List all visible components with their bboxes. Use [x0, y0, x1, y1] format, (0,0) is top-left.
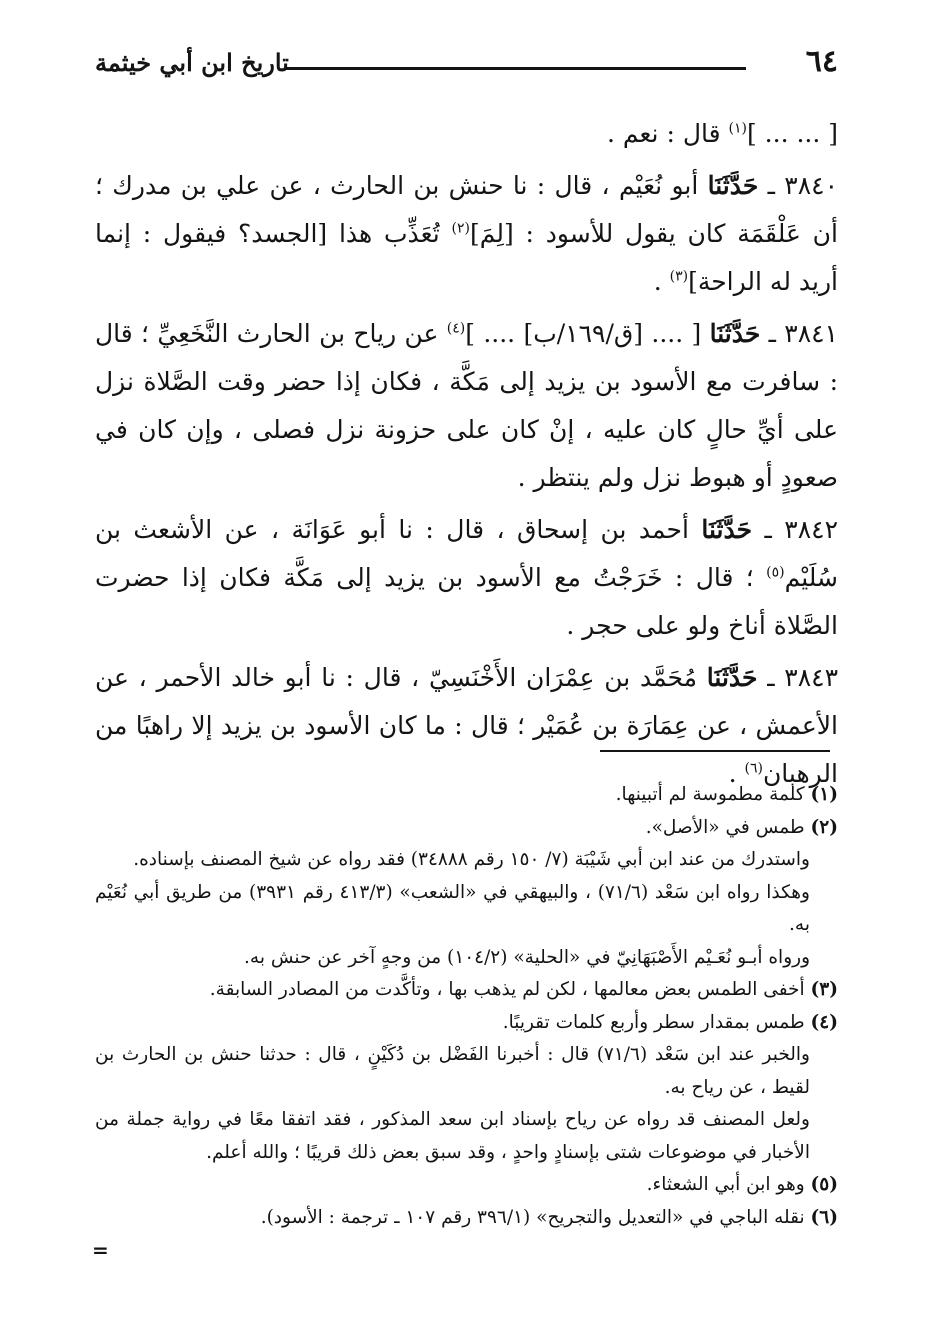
footnote-ref: (٥): [766, 564, 785, 581]
footnote-4-line: والخبر عند ابن سَعْد (٧١/٦) قال : أخبرنا الفَضْل بن دُكَيْنٍ ، قال : حدثنا حنش بن الحارث بن لقيط ، عن رياح به.: [95, 1044, 810, 1098]
hadith-number: ٣٨٤١ ـ: [760, 319, 838, 348]
footnote-4: (٤) طمس بمقدار سطر وأربع كلمات تقريبًا.: [502, 1011, 838, 1033]
hadith-3842: ٣٨٤٢ ـ حَدَّثَنَا أحمد بن إسحاق ، قال : نا أبو عَوَانَة ، عن الأشعث بن سُلَيْم$^{(٥)}$ ؛ قال : خَرَجْتُ مع الأسود بن يزيد إلى مَكَّة فكان إذا حضرت الصَّلاة أناخ ولو على حجر .: [95, 515, 839, 640]
footnote-5: (٥) وهو ابن أبي الشعثاء.: [646, 1174, 838, 1195]
footnote-ref: (٢): [451, 220, 470, 237]
footnote-ref: (٤): [446, 320, 466, 337]
page-number: ٦٤: [805, 44, 838, 79]
paragraph-lacuna: [ ... ... ]$^{(١)}$ قال : نعم .: [606, 119, 838, 148]
footnote-ref: (٣): [669, 268, 689, 285]
keyword-haddathana: حَدَّثَنَا: [701, 515, 753, 544]
hadith-3840: ٣٨٤٠ ـ حَدَّثَنَا أبو نُعَيْم ، قال : نا حنش بن الحارث ، عن علي بن مدرك ؛ أن عَلْقَمَة كان يقول للأسود : [لِمَ]$^{(٢)}$ تُعَذِّب هذا [الجسد؟ فيقول : إنما أريد له الراحة]$^{(٣)}$ .: [95, 171, 838, 296]
hadith-number: ٣٨٤٣ ـ: [757, 663, 839, 692]
header-rule: [285, 67, 746, 70]
footnote-2-line: واستدرك من عند ابن أبي شَيْبَة (٧/ ١٥٠ رقم ٣٤٨٨٨) فقد رواه عن شيخ المصنف بإسناده.: [133, 849, 810, 870]
keyword-haddathana: حَدَّثَنَا: [706, 663, 758, 692]
page-header: [95, 44, 838, 84]
book-title: تاريخ ابن أبي خيثمة: [95, 48, 289, 77]
footnote-2-line: وهكذا رواه ابن سَعْد (٧١/٦) ، والبيهقي في «الشعب» (٤١٣/٣ رقم ٣٩٣١) من طريق أبي نُعَيْم به.: [95, 881, 810, 935]
footnote-6: (٦) نقله الباجي في «التعديل والتجريح» (٣٩٦/١ رقم ١٠٧ ـ ترجمة : الأسود).: [260, 1206, 838, 1228]
footnote-ref: (٦): [744, 760, 763, 777]
keyword-haddathana: حَدَّثَنَا: [709, 319, 761, 348]
footnotes: [95, 779, 838, 1234]
hadith-3841: ٣٨٤١ ـ حَدَّثَنَا [ .... [ق/١٦٩/ب] .... ]$^{(٤)}$ عن رياح بن الحارث النَّخَعِيِّ ؛ قال : سافرت مع الأسود بن يزيد إلى مَكَّة ، فكان إذا حضر وقت الصَّلاة نزل على أيِّ حالٍ كان عليه ، إنْ كان على حزونة نزل فصلى ، وإن كان في صعودٍ أو هبوط نزل ولم ينتظر .: [95, 319, 838, 492]
footnote-ref: (١): [728, 120, 747, 137]
footnote-2: (٢) طمس في «الأصل».: [645, 816, 838, 838]
footnote-1: (١) كلمة مطموسة لم أتبينها.: [615, 784, 838, 805]
hadith-3843: ٣٨٤٣ ـ حَدَّثَنَا مُحَمَّد بن عِمْرَان الأَخْنَسِيّ ، قال : نا أبو خالد الأحمر ، عن الأعمش ، عن عِمَارَة بن عُمَيْر ؛ قال : ما كان الأسود بن يزيد إلا راهبًا من الرهبان$^{(٦)}$ .: [95, 663, 839, 788]
footnote-separator: [600, 750, 830, 752]
keyword-haddathana: حَدَّثَنَا: [707, 171, 759, 200]
main-text: [95, 110, 838, 802]
footnote-2-line: ورواه أبـو نُعَـيْم الأَصْبَهَانِيّ في «الحلية» (١٠٤/٢) من وجهٍ آخر عن حنش به.: [244, 946, 810, 968]
footnote-3: (٣) أخفى الطمس بعض معالمها ، لكن لم يذهب بها ، وتأكَّدت من المصادر السابقة.: [209, 979, 838, 1000]
footnote-4-line: ولعل المصنف قد رواه عن رياح بإسناد ابن سعد المذكور ، فقد اتفقا معًا في رواية جملة من الأخبار في موضوعات شتى بإسنادٍ واحدٍ ، وقد سبق بعض ذلك قريبًا ؛ والله أعلم.: [95, 1109, 810, 1163]
hadith-number: ٣٨٤٠ ـ: [758, 171, 838, 200]
hadith-number: ٣٨٤٢ ـ: [752, 515, 839, 544]
continuation-mark: =: [92, 1238, 109, 1262]
